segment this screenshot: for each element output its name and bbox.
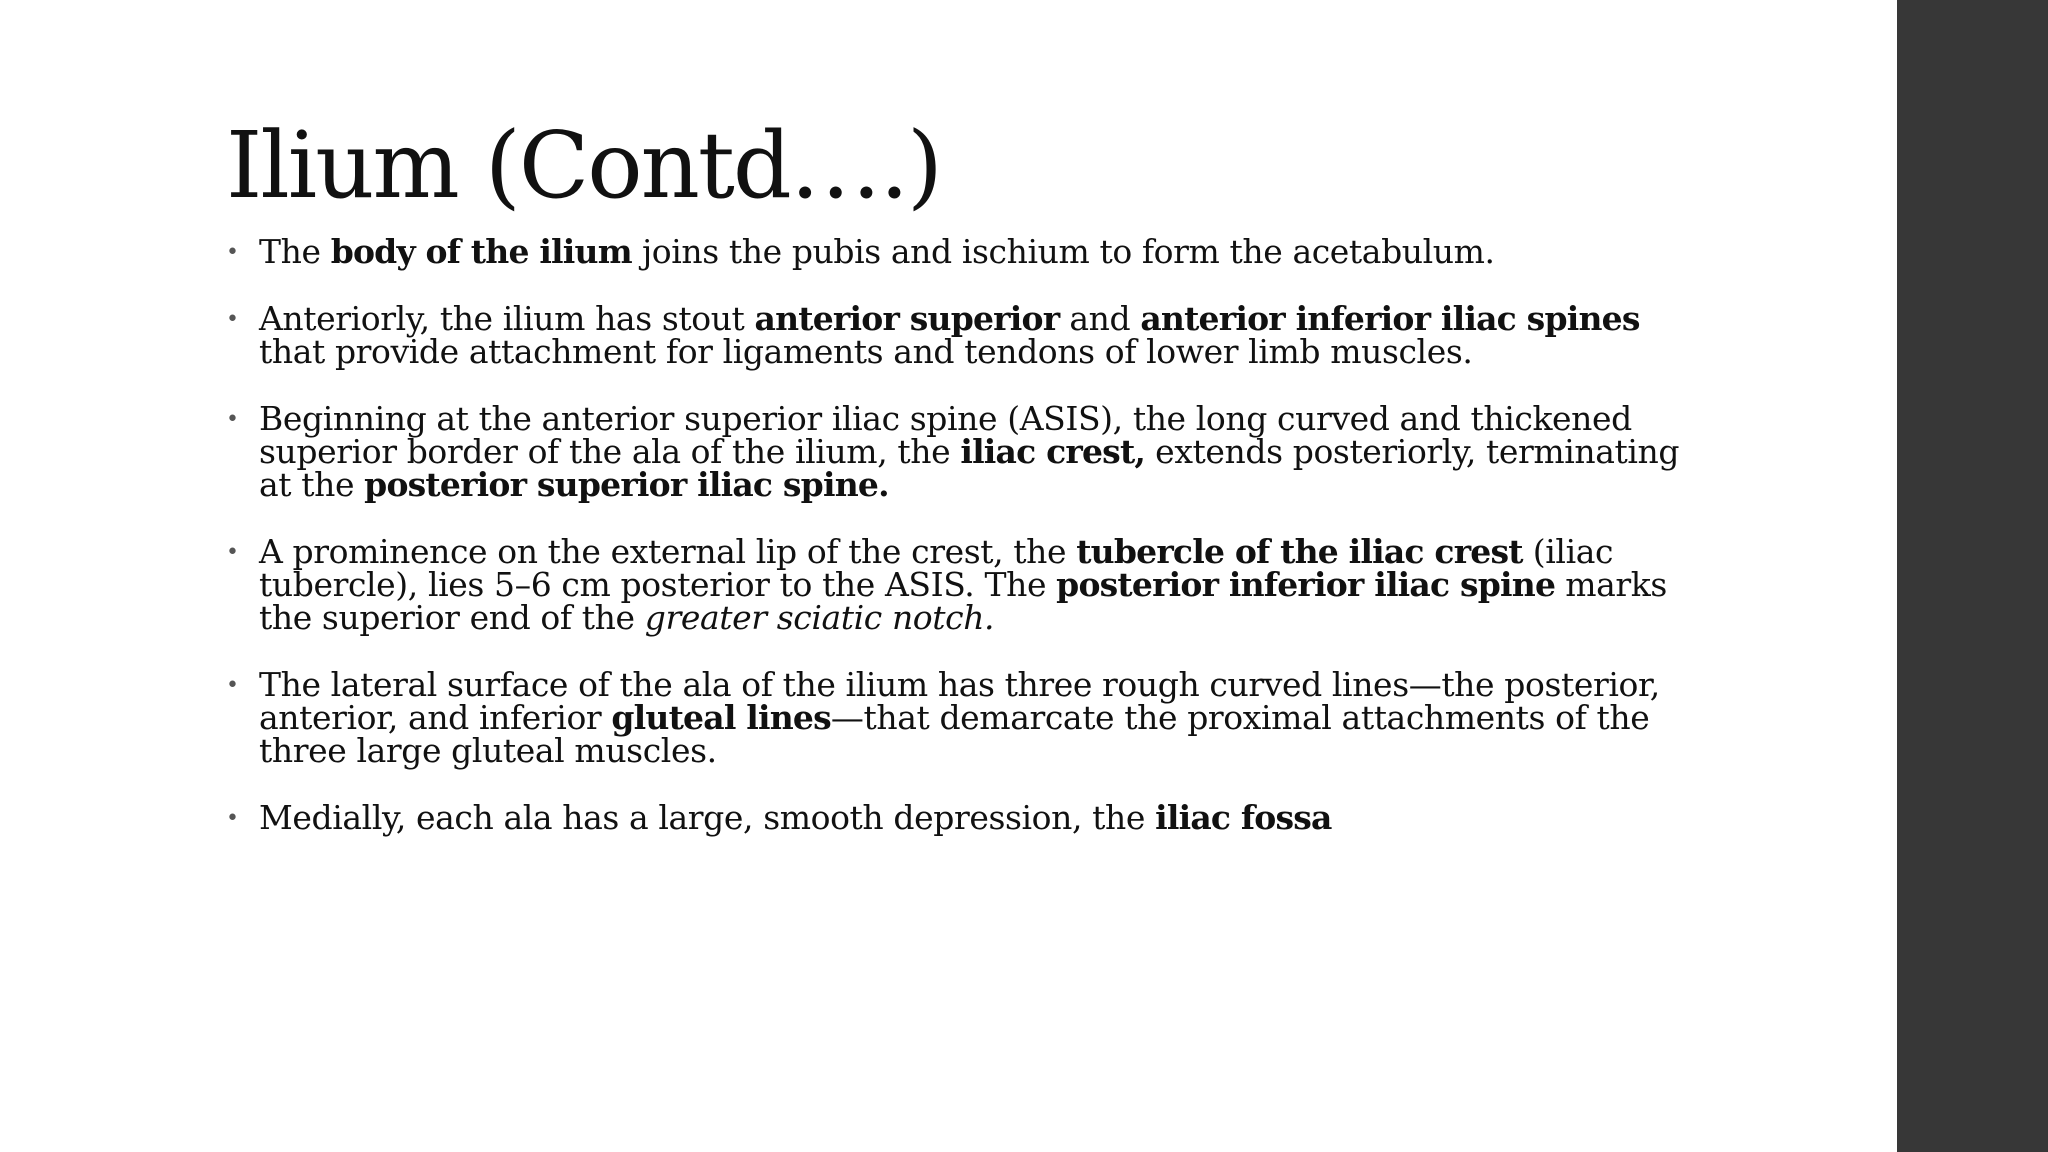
bullet-text: marks the superior end of the: [259, 565, 1667, 637]
bullet-bold-text: posterior superior iliac spine.: [364, 465, 889, 504]
bullet-text: (iliac tubercle), lies 5–6 cm posterior to the ASIS. The: [259, 532, 1614, 604]
bullet-item-3: [226, 399, 1686, 504]
bullet-text: Beginning at the anterior superior iliac spine (ASIS), the long curved and thickened superior border of the ala of the ilium, the: [259, 399, 1632, 471]
bullet-bold-text: anterior superior: [754, 299, 1060, 338]
bullet-item-2: [226, 299, 1686, 371]
bullet-bold-text: body of the ilium: [330, 232, 632, 271]
bullet-text: A prominence on the external lip of the crest, the: [259, 532, 1077, 571]
bullet-item-4: [226, 532, 1686, 637]
bullet-list: [226, 232, 1686, 868]
bullet-text: The lateral surface of the ala of the ilium has three rough curved lines—the posterior, anterior, and inferior: [259, 665, 1660, 737]
bullet-text: extends posteriorly, terminating at the: [259, 432, 1680, 504]
side-bar: [1897, 0, 2048, 1152]
bullet-text: Medially, each ala has a large, smooth depression, the: [259, 798, 1156, 837]
bullet-text: joins the pubis and ischium to form the acetabulum.: [631, 232, 1495, 271]
bullet-bold-text: iliac fossa: [1155, 798, 1332, 837]
bullet-bold-text: posterior inferior iliac spine: [1056, 565, 1556, 604]
bullet-bold-text: anterior inferior iliac spines: [1140, 299, 1640, 338]
bullet-italic-text: greater sciatic notch.: [644, 598, 995, 637]
slide-title: Ilium (Contd….): [226, 112, 941, 219]
bullet-item-1: [226, 232, 1686, 271]
bullet-bold-text: iliac crest,: [960, 432, 1146, 471]
bullet-text: Anteriorly, the ilium has stout: [259, 299, 755, 338]
bullet-text: The: [259, 232, 331, 271]
bullet-item-6: [226, 798, 1686, 837]
bullet-text: —that demarcate the proximal attachments of the three large gluteal muscles.: [259, 698, 1650, 770]
bullet-bold-text: gluteal lines: [611, 698, 831, 737]
bullet-text: and: [1059, 299, 1141, 338]
bullet-item-5: [226, 665, 1686, 770]
bullet-bold-text: tubercle of the iliac crest: [1076, 532, 1523, 571]
bullet-text: that provide attachment for ligaments and tendons of lower limb muscles.: [259, 332, 1473, 371]
